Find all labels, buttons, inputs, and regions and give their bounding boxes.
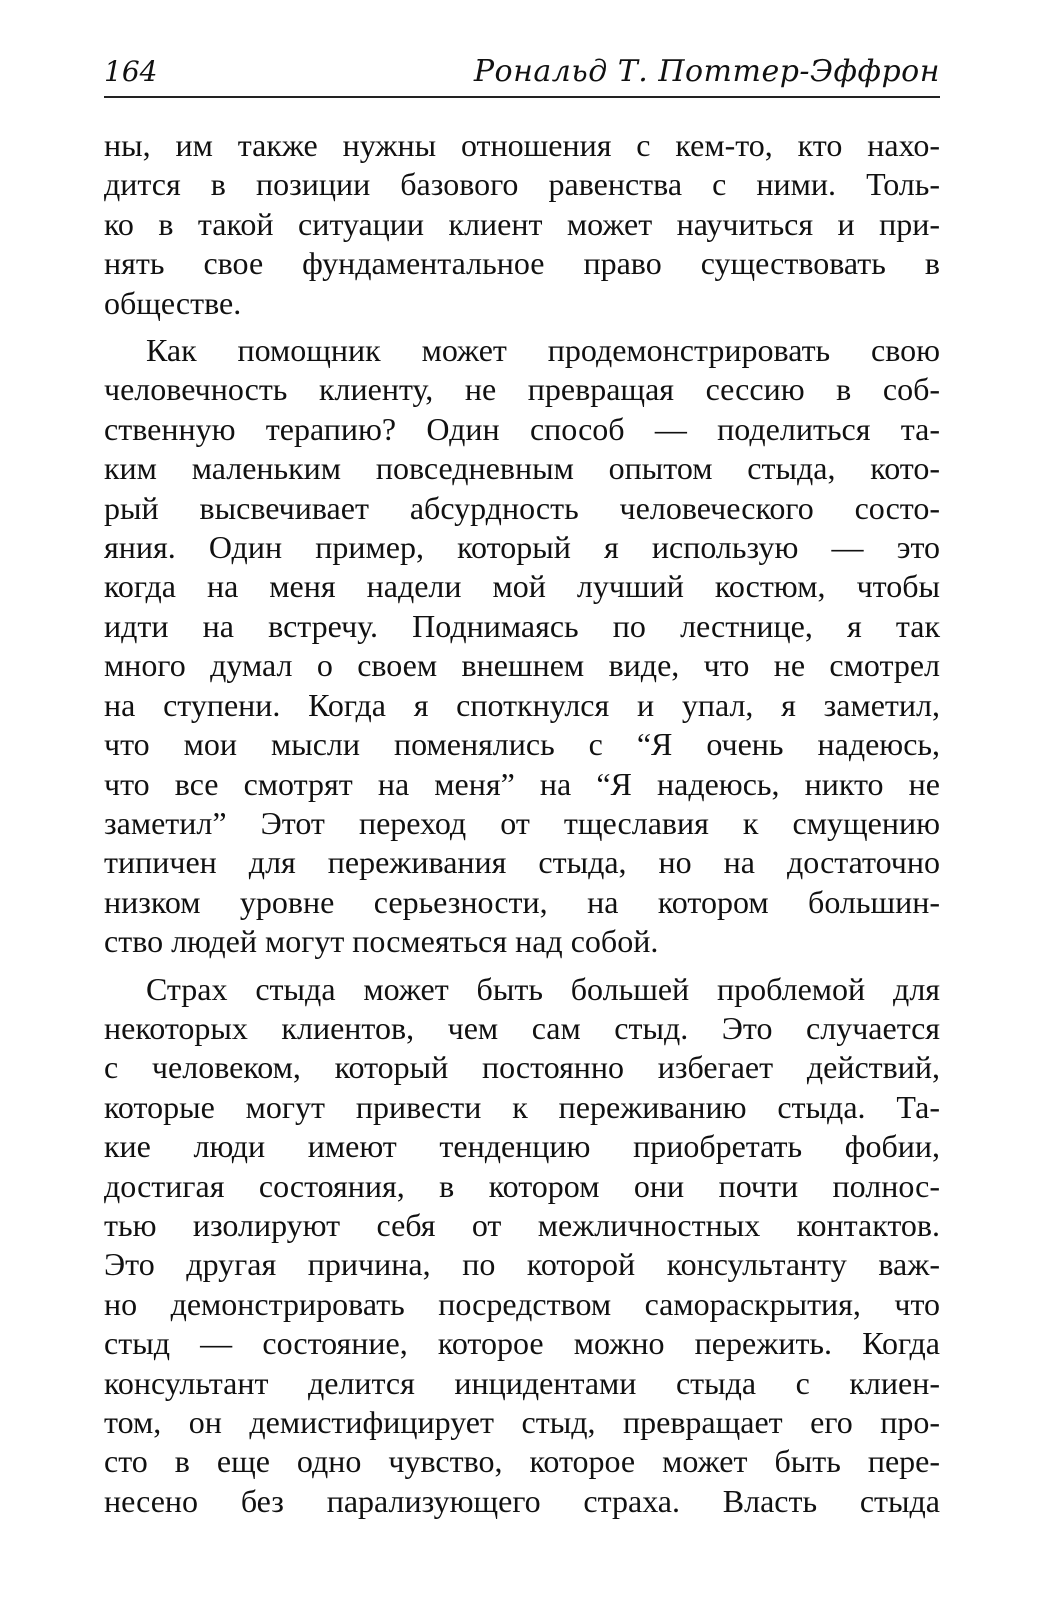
text-line: ство людей могут посмеяться над собой. [104,923,659,960]
text-line: идти на встречу. Поднимаясь по лестнице, я так [104,607,940,644]
text-line: много думал о своем внешнем виде, что не смотрел [104,647,940,684]
text-line: человечность клиенту, не превращая сессию в соб- [104,371,940,408]
text-line: что все смотрят на меня” на “Я надеюсь, никто не [104,765,940,802]
text-line: яния. Один пример, который я использую — это [104,529,940,566]
text-line: когда на меня надели мой лучший костюм, чтобы [104,568,940,605]
text-line: на ступени. Когда я споткнулся и упал, я заметил, [104,686,940,723]
page-header [104,52,940,98]
text-line: Это другая причина, по которой консультанту важ- [104,1246,940,1283]
text-line: рый высвечивает абсурдность человеческого состо- [104,489,940,526]
paragraph-2 [104,331,940,962]
text-line: Страх стыда может быть большей проблемой для [146,970,940,1007]
text-line: том, он демистифицирует стыд, превращает его про- [104,1404,940,1440]
text-line: заметил” Этот переход от тщеславия к смущению [104,804,940,841]
text-line: достигая состояния, в котором они почти полнос- [104,1167,940,1204]
text-line: ким маленьким повседневным опытом стыда, кото- [104,450,940,487]
text-line: нять свое фундаментальное право существовать в [104,245,940,282]
text-line: кие люди имеют тенденцию приобретать фобии, [104,1128,940,1165]
paragraph-1 [104,126,940,323]
running-head: Рональд Т. Поттер-Эффрон [473,54,940,89]
text-line: дится в позиции базового равенства с ними. Толь- [104,166,940,203]
paragraph-3 [104,970,940,1522]
text-line: Как помощник может продемонстрировать свою [146,332,940,369]
text-line: что мои мысли поменялись с “Я очень надеюсь, [104,726,940,763]
text-line: ко в такой ситуации клиент может научиться и при- [104,205,940,242]
text-line: тью изолируют себя от межличностных контактов. [104,1206,940,1243]
text-line: обществе. [104,284,242,321]
text-line: типичен для переживания стыда, но на достаточно [104,844,940,881]
text-line: низком уровне серьезности, на котором большин- [104,883,940,920]
text-line: с человеком, который постоянно избегает действий, [104,1049,940,1086]
text-line: которые могут привести к переживанию стыда. Та- [104,1088,940,1125]
body-text [104,126,940,1529]
text-line: стыд — состояние, которое можно пережить. Когда [104,1325,940,1362]
text-line: несено без парализующего страха. Власть стыда [104,1482,940,1519]
text-line: консультант делится инцидентами стыда с клиен- [104,1364,940,1401]
text-line: но демонстрировать посредством самораскрытия, что [104,1285,940,1322]
text-line: некоторых клиентов, чем сам стыд. Это случается [104,1009,940,1046]
text-line: ны, им также нужны отношения с кем-то, кто нахо- [104,127,940,163]
text-line: ственную терапию? Один способ — поделиться та- [104,410,940,447]
page-number: 164 [104,55,158,88]
text-line: сто в еще одно чувство, которое может быть пере- [104,1443,940,1480]
